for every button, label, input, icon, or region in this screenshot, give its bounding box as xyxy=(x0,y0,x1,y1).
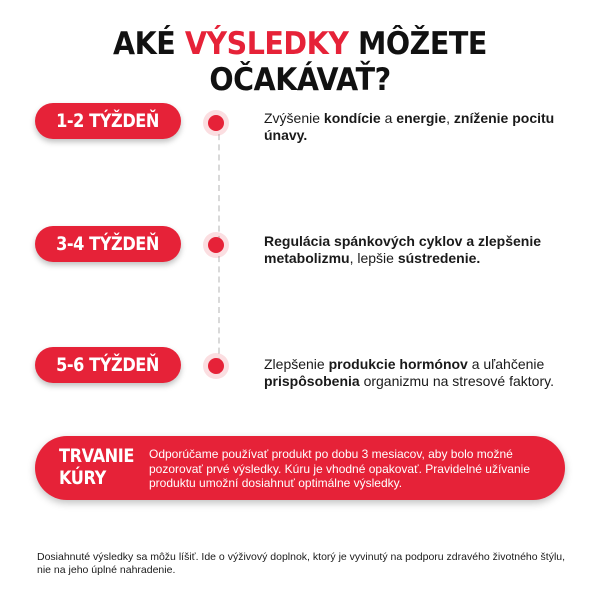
disclaimer: Dosiahnuté výsledky sa môžu líšiť. Ide o výživový doplnok, ktorý je vyvinutý na podporu zdravého životného štýlu, nie na jeho úplné nahradenie. xyxy=(37,551,566,576)
step-3-label: 5-6 TÝŽDEŇ xyxy=(56,354,160,376)
course-duration-box xyxy=(35,436,565,500)
description-segment: energie xyxy=(396,110,447,126)
step-1-description xyxy=(264,110,564,144)
step-1-dot xyxy=(208,115,224,131)
description-segment: organizmu na stresové faktory. xyxy=(359,373,554,389)
description-segment: kondície xyxy=(323,110,381,126)
course-duration-label-line-1: TRVANIE xyxy=(59,445,134,467)
description-segment: produkcie hormónov xyxy=(328,356,468,372)
description-segment: a xyxy=(380,110,397,126)
title-part-2: MÔŽETE OČAKÁVAŤ? xyxy=(209,26,487,98)
description-segment: prispôsobenia xyxy=(264,373,360,389)
step-2-dot xyxy=(208,237,224,253)
description-segment: Zvýšenie xyxy=(264,110,324,126)
step-2-label: 3-4 TÝŽDEŇ xyxy=(56,233,160,255)
step-1-label: 1-2 TÝŽDEŇ xyxy=(56,110,160,132)
step-1-badge xyxy=(35,103,181,139)
description-segment: , xyxy=(446,110,454,126)
course-duration-text: Odporúčame používať produkt po dobu 3 mesiacov, aby bolo možné pozorovať prvé výsledky. Kúru je vhodné opakovať. Pravidelné užívanie produktu umožní dosiahnuť optimálne výsledky. xyxy=(149,447,530,490)
step-2-badge xyxy=(35,226,181,262)
step-2-description xyxy=(264,233,564,267)
title-accent: VÝSLEDKY xyxy=(184,26,349,62)
description-segment: a uľahčenie xyxy=(467,356,545,372)
description-segment: sústredenie. xyxy=(397,250,481,266)
step-3-dot xyxy=(208,358,224,374)
step-3-description xyxy=(264,356,564,390)
step-3-badge xyxy=(35,347,181,383)
title-part-1: AKÉ xyxy=(113,26,176,62)
course-duration-label-line-2: KÚRY xyxy=(59,467,106,489)
description-segment: zníženie pocitu únavy. xyxy=(264,110,555,143)
course-duration-label xyxy=(59,445,136,489)
description-segment: , lepšie xyxy=(349,250,398,266)
description-segment: Regulácia spánkových cyklov a zlepšenie metabolizmu xyxy=(264,233,542,266)
description-segment: Zlepšenie xyxy=(264,356,329,372)
page-title xyxy=(24,26,576,98)
